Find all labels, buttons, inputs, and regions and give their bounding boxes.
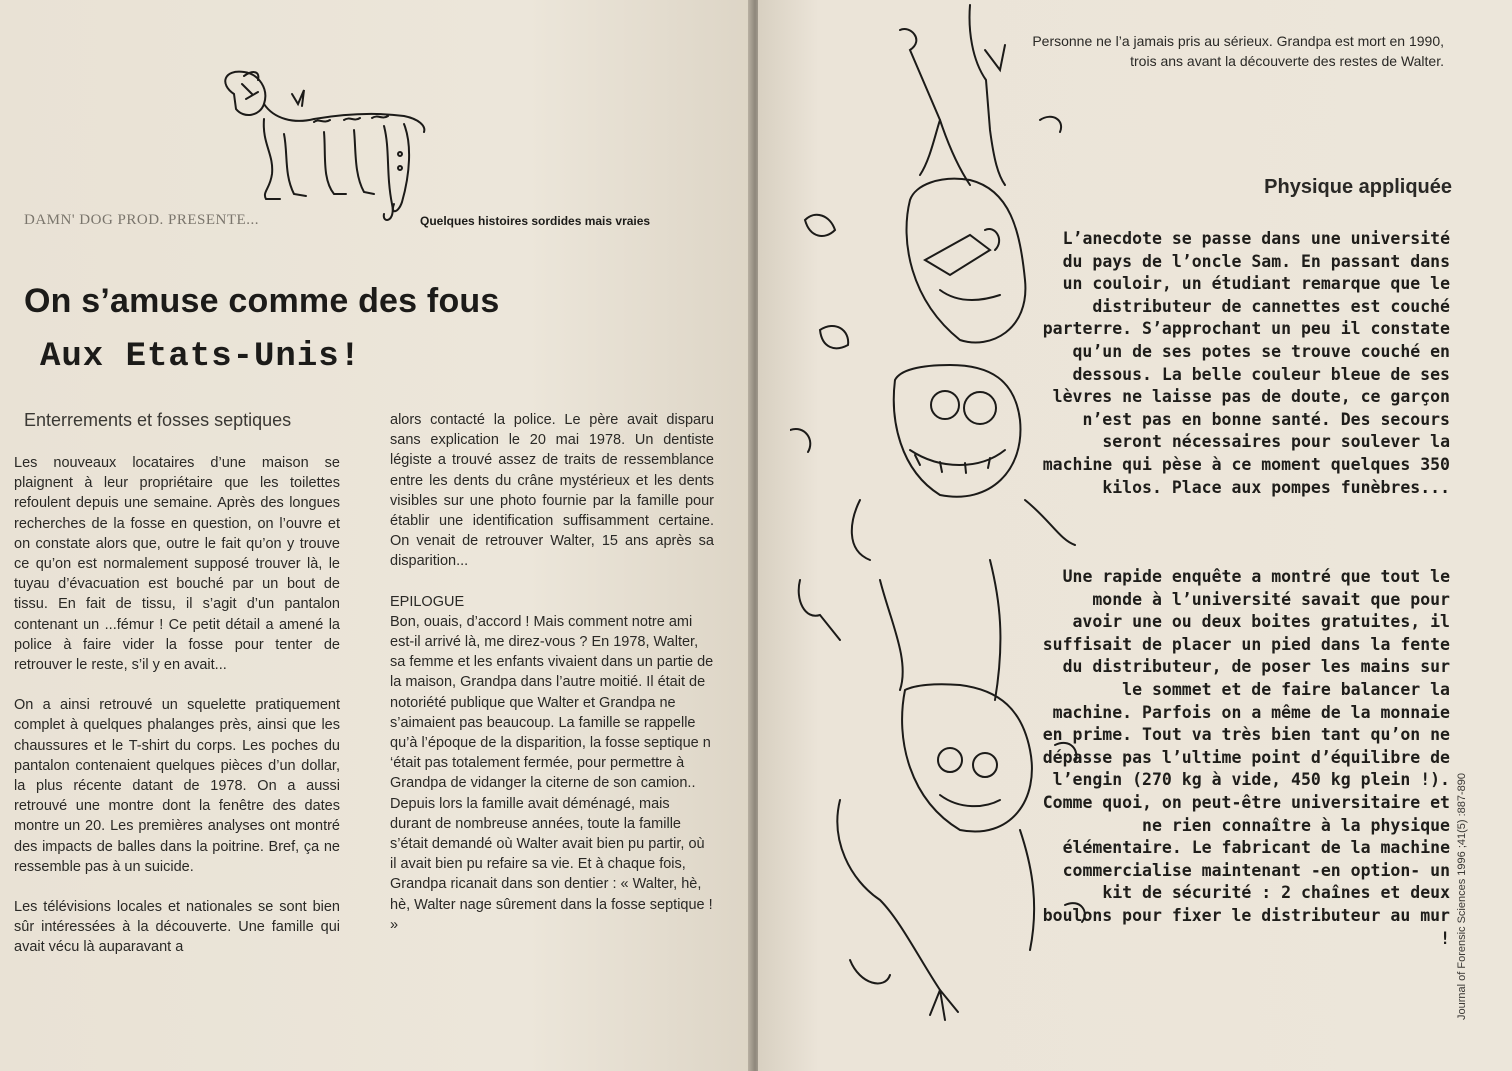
paragraph: On a ainsi retrouvé un squelette pratiquement complet à quelques phalanges près, ainsi que les chaussures et le T-shirt du corps. Les poches du pantalon contenaient quelques pièces d’un dollar, la plus récente datant de 1978. On a aussi retrouvé une montre dont la fenêtre des dates montre un 20. Les premières analyses ont montré des impacts de balles dans la poitrine. Bref, ça ne ressemble pas à un suicide. [14, 697, 340, 875]
paragraph: L’anecdote se passe dans une université du pays de l’oncle Sam. En passant dans un couloir, un étudiant remarque que le distributeur de cannettes est couché parterre. S’approchant un peu il constate qu’un de ses potes se trouve couché en dessous. La belle couleur bleue de ses lèvres ne laisse pas de doute, ce garçon n’est pas en bonne santé. Des secours seront nécessaires pour soulever la machine qui pèse à ce moment quelques 350 kilos. Place aux pompes funèbres... [1042, 229, 1450, 497]
section-title: Enterrements et fosses septiques [24, 410, 292, 430]
paragraph: Les nouveaux locataires d’une maison se plaignent à leur propriétaire que les toilettes refoulent depuis une semaine. Après des longues recherches de la fosse en question, on l’ouvre et on constate alors que, outre le fait qu’on y trouve ce qu’on est normalement supposé trouver là, le tuyau d’évacuation est bouché par un bout de tissu. En fait de tissu, il s’agit d’un pantalon contenant un ...fémur ! Ce petit détail a amené la police à faire vider la fosse pour tenter de retrouver le reste, s’il y en avait... [14, 455, 340, 674]
article-column-1 [14, 453, 340, 978]
headline-line-1: On s’amuse comme des fous [24, 282, 500, 320]
left-page [0, 0, 752, 1071]
paragraph: alors contacté la police. Le père avait disparu sans explication le 20 mai 1978. Un dentiste légiste a trouvé assez de traits de ressemblance entre les dents du crâne mystérieux et les dents visibles sur une photo fournie par la famille pour établir une identification suffisamment certaine. On venait de retrouver Walter, 15 ans après sa disparition... [390, 412, 714, 570]
tagline: Quelques histoires sordides mais vraies [420, 214, 651, 228]
paragraph: Les télévisions locales et nationales se sont bien sûr intéressées à la découverte. Une famille qui avait vécu là auparavant a [14, 899, 340, 956]
producer-credit: DAMN' DOG PROD. PRESENTE... [24, 212, 259, 228]
article-title: Physique appliquée [1264, 176, 1452, 198]
journal-reference: Journal of Forensic Sciences 1996 ;41(5) :887-890 [1456, 772, 1468, 1020]
epilogue-text: Bon, ouais, d’accord ! Mais comment notre ami est-il arrivé là, me direz-vous ? En 1978, Walter, sa femme et les enfants vivaient dans un partie de la maison, Grandpa dans l’autre moitié. Il était de notoriété publique que Walter et Grandpa ne s’aimaient pas beaucoup. La famille se rappelle qu’à l’époque de la disparition, la fosse septique n ‘était pas totalement fermée, pour permettre à Grandpa de vidanger la citerne de son camion.. Depuis lors la famille avait déménagé, mais durant de nombreuse années, toute la famille s’était demandé où Walter avait bien pu partir, où il avait bien pu refaire sa vie. Et à chaque fois, Grandpa ricanait dans son dentier : « Walter, hè, hè, Walter nage sûrement dans la fosse septique ! » [390, 613, 714, 933]
article-paragraph-2 [1040, 566, 1450, 950]
dog-drawing [214, 64, 434, 224]
headline-line-2: Aux Etats-Unis! [40, 338, 362, 376]
paragraph: Une rapide enquête a montré que tout le monde à l’université savait que pour avoir une ou deux boites gratuites, il suffisait de placer un pied dans la fente du distributeur, de poser les mains sur le sommet et de faire balancer la machine. Parfois on a même de la monnaie en prime. Tout va très bien tant qu’on ne dépasse pas l’ultime point d’équilibre de l’engin (270 kg à vide, 450 kg plein !). Comme quoi, on peut-être universitaire et ne rien connaître à la physique élémentaire. Le fabricant de la machine commercialise maintenant -en option- un kit de sécurité : 2 chaînes et deux boulons pour fixer le distributeur au mur ! [1042, 567, 1450, 948]
article-paragraph-1 [1040, 228, 1450, 499]
article-column-2 [390, 410, 714, 955]
epilogue-heading: EPILOGUE [390, 593, 465, 610]
caption: Personne ne l’a jamais pris au sérieux. Grandpa est mort en 1990, trois ans avant la découverte des restes de Walter. [1032, 33, 1444, 69]
